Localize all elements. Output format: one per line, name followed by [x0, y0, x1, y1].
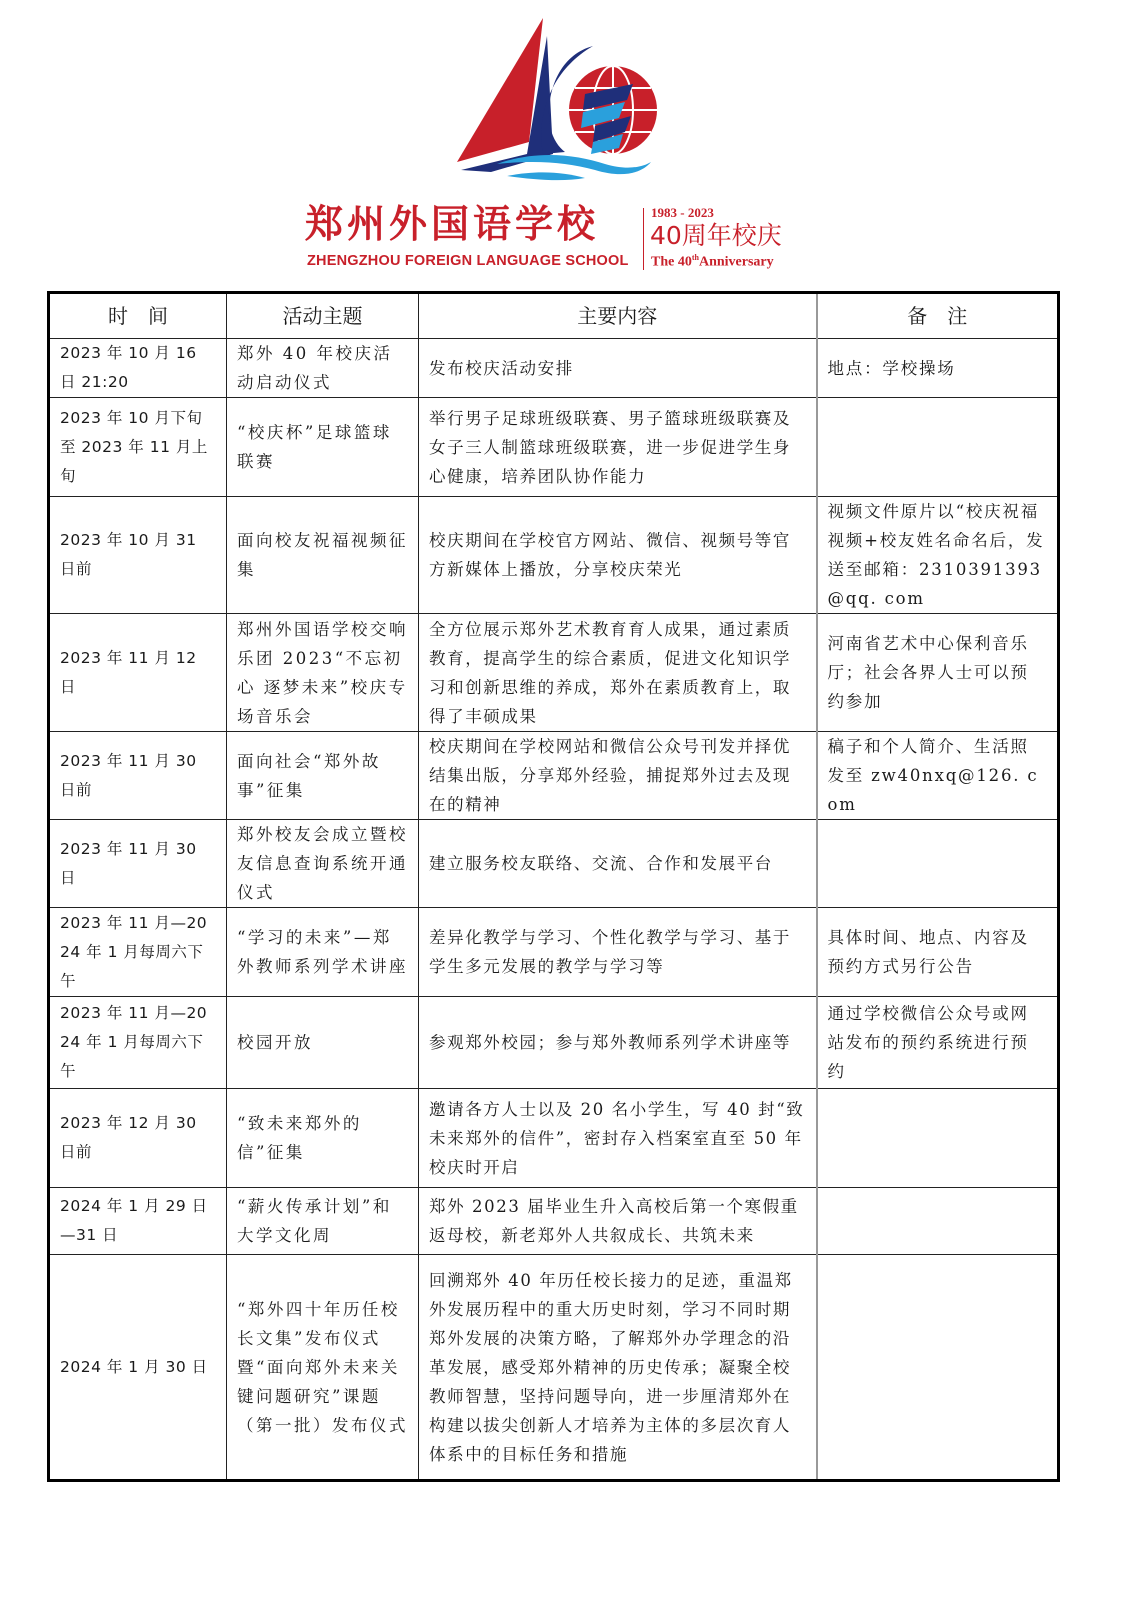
header-remark: 备 注 [817, 293, 1059, 339]
cell-theme: “校庆杯”足球篮球联赛 [227, 398, 419, 497]
cell-remark: 地点：学校操场 [817, 339, 1059, 398]
cell-theme: 郑外 40 年校庆活动启动仪式 [227, 339, 419, 398]
cell-remark [817, 398, 1059, 497]
cell-remark: 河南省艺术中心保利音乐厅；社会各界人士可以预约参加 [817, 614, 1059, 732]
cell-theme: “郑外四十年历任校长文集”发布仪式暨“面向郑外未来关键问题研究”课题（第一批）发布仪式 [227, 1255, 419, 1481]
cell-remark: 具体时间、地点、内容及预约方式另行公告 [817, 908, 1059, 997]
cell-time: 2023 年 11 月—2024 年 1 月每周六下午 [49, 908, 227, 997]
cell-time: 2023 年 11 月 30 日前 [49, 732, 227, 820]
cell-time: 2023 年 10 月 31 日前 [49, 497, 227, 614]
cell-content: 回溯郑外 40 年历任校长接力的足迹，重温郑外发展历程中的重大历史时刻，学习不同时期郑外发展的决策方略，了解郑外办学理念的沿革发展，感受郑外精神的历史传承；凝聚全校教师智慧，坚持问题导向，进一步厘清郑外在构建以拔尖创新人才培养为主体的多层次育人体系中的目标任务和措施 [419, 1255, 817, 1481]
cell-content: 举行男子足球班级联赛、男子篮球班级联赛及女子三人制篮球班级联赛，进一步促进学生身心健康，培养团队协作能力 [419, 398, 817, 497]
cell-theme: 郑州外国语学校交响乐团 2023“不忘初心 逐梦未来”校庆专场音乐会 [227, 614, 419, 732]
cell-content: 邀请各方人士以及 20 名小学生，写 40 封“致未来郑外的信件”，密封存入档案室直至 50 年校庆时开启 [419, 1089, 817, 1188]
school-logo [445, 14, 670, 186]
table-row [49, 398, 1059, 497]
table-row [49, 997, 1059, 1089]
school-name-cn: 郑州外国语学校 [305, 201, 600, 246]
cell-remark [817, 1188, 1059, 1255]
table-row [49, 1089, 1059, 1188]
cell-content: 校庆期间在学校网站和微信公众号刊发并择优结集出版，分享郑外经验，捕捉郑外过去及现在的精神 [419, 732, 817, 820]
cell-time: 2024 年 1 月 30 日 [49, 1255, 227, 1481]
cell-content: 参观郑外校园；参与郑外教师系列学术讲座等 [419, 997, 817, 1089]
cell-remark [817, 820, 1059, 908]
cell-theme: “薪火传承计划”和大学文化周 [227, 1188, 419, 1255]
cell-time: 2023 年 12 月 30 日前 [49, 1089, 227, 1188]
school-brand [305, 200, 785, 272]
table-row [49, 1255, 1059, 1481]
cell-remark: 视频文件原片以“校庆祝福视频+校友姓名命名后，发送至邮箱：2310391393@qq. com [817, 497, 1059, 614]
cell-content: 全方位展示郑外艺术教育育人成果，通过素质教育，提高学生的综合素质，促进文化知识学习和创新思维的养成，郑外在素质教育上，取得了丰硕成果 [419, 614, 817, 732]
anniversary-years: 1983 - 2023 [651, 205, 714, 220]
school-name-en: ZHENGZHOU FOREIGN LANGUAGE SCHOOL [307, 253, 629, 269]
cell-content: 建立服务校友联络、交流、合作和发展平台 [419, 820, 817, 908]
cell-remark: 稿子和个人简介、生活照发至 zw40nxq@126. com [817, 732, 1059, 820]
header-theme: 活动主题 [227, 293, 419, 339]
cell-theme: 郑外校友会成立暨校友信息查询系统开通仪式 [227, 820, 419, 908]
cell-time: 2024 年 1 月 29 日—31 日 [49, 1188, 227, 1255]
table-header-row [49, 293, 1059, 339]
table-row [49, 339, 1059, 398]
cell-time: 2023 年 11 月 12 日 [49, 614, 227, 732]
event-schedule-table [47, 291, 1060, 1482]
brand-divider [643, 208, 644, 270]
cell-remark [817, 1255, 1059, 1481]
header-content: 主要内容 [419, 293, 817, 339]
cell-content: 校庆期间在学校官方网站、微信、视频号等官方新媒体上播放，分享校庆荣光 [419, 497, 817, 614]
cell-content: 发布校庆活动安排 [419, 339, 817, 398]
cell-theme: 面向校友祝福视频征集 [227, 497, 419, 614]
cell-theme: 面向社会“郑外故事”征集 [227, 732, 419, 820]
table-row [49, 614, 1059, 732]
table-row [49, 820, 1059, 908]
cell-time: 2023 年 10 月下旬至 2023 年 11 月上旬 [49, 398, 227, 497]
cell-theme: 校园开放 [227, 997, 419, 1089]
cell-theme: “致未来郑外的信”征集 [227, 1089, 419, 1188]
cell-theme: “学习的未来”—郑外教师系列学术讲座 [227, 908, 419, 997]
cell-time: 2023 年 11 月 30 日 [49, 820, 227, 908]
waves-icon [497, 155, 651, 180]
table-row [49, 497, 1059, 614]
table-row [49, 908, 1059, 997]
anniversary-title-en: The 40thAnniversary [651, 253, 774, 270]
anniversary-title-cn: 40周年校庆 [650, 221, 782, 250]
table-row [49, 1188, 1059, 1255]
cell-remark [817, 1089, 1059, 1188]
cell-time: 2023 年 11 月—2024 年 1 月每周六下午 [49, 997, 227, 1089]
table-row [49, 732, 1059, 820]
header-time: 时 间 [49, 293, 227, 339]
cell-content: 差异化教学与学习、个性化教学与学习、基于学生多元发展的教学与学习等 [419, 908, 817, 997]
cell-content: 郑外 2023 届毕业生升入高校后第一个寒假重返母校，新老郑外人共叙成长、共筑未来 [419, 1188, 817, 1255]
cell-time: 2023 年 10 月 16 日 21:20 [49, 339, 227, 398]
cell-remark: 通过学校微信公众号或网站发布的预约系统进行预约 [817, 997, 1059, 1089]
